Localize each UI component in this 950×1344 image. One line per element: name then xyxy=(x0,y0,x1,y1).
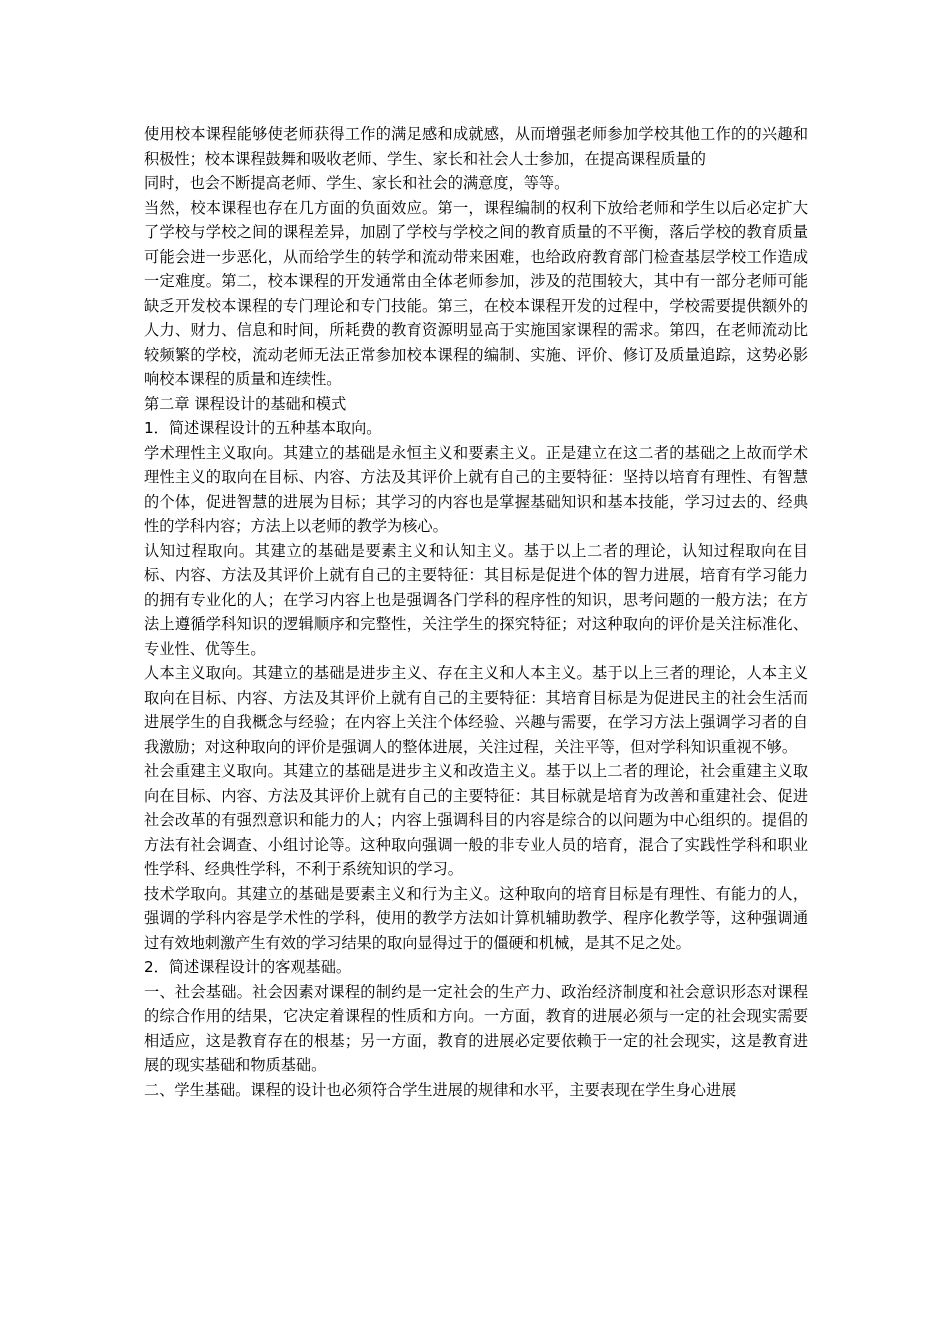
paragraph-negative-effects: 当然，校本课程也存在几方面的负面效应。第一，课程编制的权利下放给老师和学生以后必定扩大了学校与学校之间的课程差异，加剧了学校与学校之间的教育质量的不平衡，落后学校的教育质量可能会进一步恶化，从而给学生的转学和流动带来困难，也给政府教育部门检查基层学校工作造成一定难度。第二，校本课程的开发通常由全体老师参加，涉及的范围较大，其中有一部分老师可能缺乏开发校本课程的专门理论和专门技能。第三，在校本课程开发的过程中，学校需要提供额外的人力、财力、信息和时间，所耗费的教育资源明显高于实施国家课程的需求。第四，在老师流动比较频繁的学校，流动老师无法正常参加校本课程的编制、实施、评价、修订及质量追踪，这势必影响校本课程的质量和连续性。 xyxy=(144,198,808,388)
paragraph-intro-benefits-cont: 同时，也会不断提高老师、学生、家长和社会的满意度，等等。 xyxy=(144,174,570,192)
document-page xyxy=(144,122,808,1102)
chapter-heading: 第二章 课程设计的基础和模式 xyxy=(144,394,347,413)
paragraph-technology: 技术学取向。其建立的基础是要素主义和行为主义。这种取向的培育目标是有理性、有能力的人，强调的学科内容是学术性的学科，使用的教学方法如计算机辅助教学、程序化教学等，这种强调通过有效地刺激产生有效的学习结果的取向显得过于的僵硬和机械，是其不足之处。 xyxy=(144,884,808,952)
paragraph-student-basis: 二、学生基础。课程的设计也必须符合学生进展的规律和水平，主要表现在学生身心进展 xyxy=(144,1080,737,1099)
paragraph-academic-rationalism: 学术理性主义取向。其建立的基础是永恒主义和要素主义。正是建立在这二者的基础之上故而学术理性主义的取向在目标、内容、方法及其评价上就有自己的主要特征：坚持以培育有理性、有智慧的个体，促进智慧的进展为目标；其学习的内容也是掌握基础知识和基本技能，学习过去的、经典性的学科内容；方法上以老师的教学为核心。 xyxy=(144,443,808,535)
question-heading-1: 1．简述课程设计的五种基本取向。 xyxy=(144,419,382,437)
paragraph-cognitive-process: 认知过程取向。其建立的基础是要素主义和认知主义。基于以上二者的理论，认知过程取向在目标、内容、方法及其评价上就有自己的主要特征：其目标是促进个体的智力进展，培育有学习能力的拥有专业化的人；在学习内容上也是强调各门学科的程序性的知识，思考问题的一般方法；在方法上遵循学科知识的逻辑顺序和完整性，关注学生的探究特征；对这种取向的评价是关注标准化、专业性、优等生。 xyxy=(144,541,808,658)
question-heading-2: 2．简述课程设计的客观基础。 xyxy=(144,958,352,976)
paragraph-social-reconstruction: 社会重建主义取向。其建立的基础是进步主义和改造主义。基于以上二者的理论，社会重建主义取向在目标、内容、方法及其评价上就有自己的主要特征：其目标就是培育为改善和重建社会、促进社会改革的有强烈意识和能力的人；内容上强调科目的内容是综合的以问题为中心组织的。提倡的方法有社会调查、小组讨论等。这种取向强调一般的非专业人员的培育，混合了实践性学科和职业性学科、经典性学科，不利于系统知识的学习。 xyxy=(144,762,808,878)
paragraph-intro-benefits: 使用校本课程能够使老师获得工作的满足感和成就感，从而增强老师参加学校其他工作的的兴趣和积极性；校本课程鼓舞和吸收老师、学生、家长和社会人士参加，在提高课程质量的 xyxy=(144,125,808,168)
paragraph-humanism: 人本主义取向。其建立的基础是进步主义、存在主义和人本主义。基于以上三者的理论，人本主义取向在目标、内容、方法及其评价上就有自己的主要特征：其培育目标是为促进民主的社会生活而进展学生的自我概念与经验；在内容上关注个体经验、兴趣与需要，在学习方法上强调学习者的自我激励；对这种取向的评价是强调人的整体进展，关注过程，关注平等，但对学科知识重视不够。 xyxy=(144,664,808,756)
paragraph-social-basis: 一、社会基础。社会因素对课程的制约是一定社会的生产力、政治经济制度和社会意识形态对课程的综合作用的结果，它决定着课程的性质和方向。一方面，教育的进展必须与一定的社会现实需要相适应，这是教育存在的根基；另一方面，教育的进展必定要依赖于一定的社会现实，这是教育进展的现实基础和物质基础。 xyxy=(144,982,808,1074)
